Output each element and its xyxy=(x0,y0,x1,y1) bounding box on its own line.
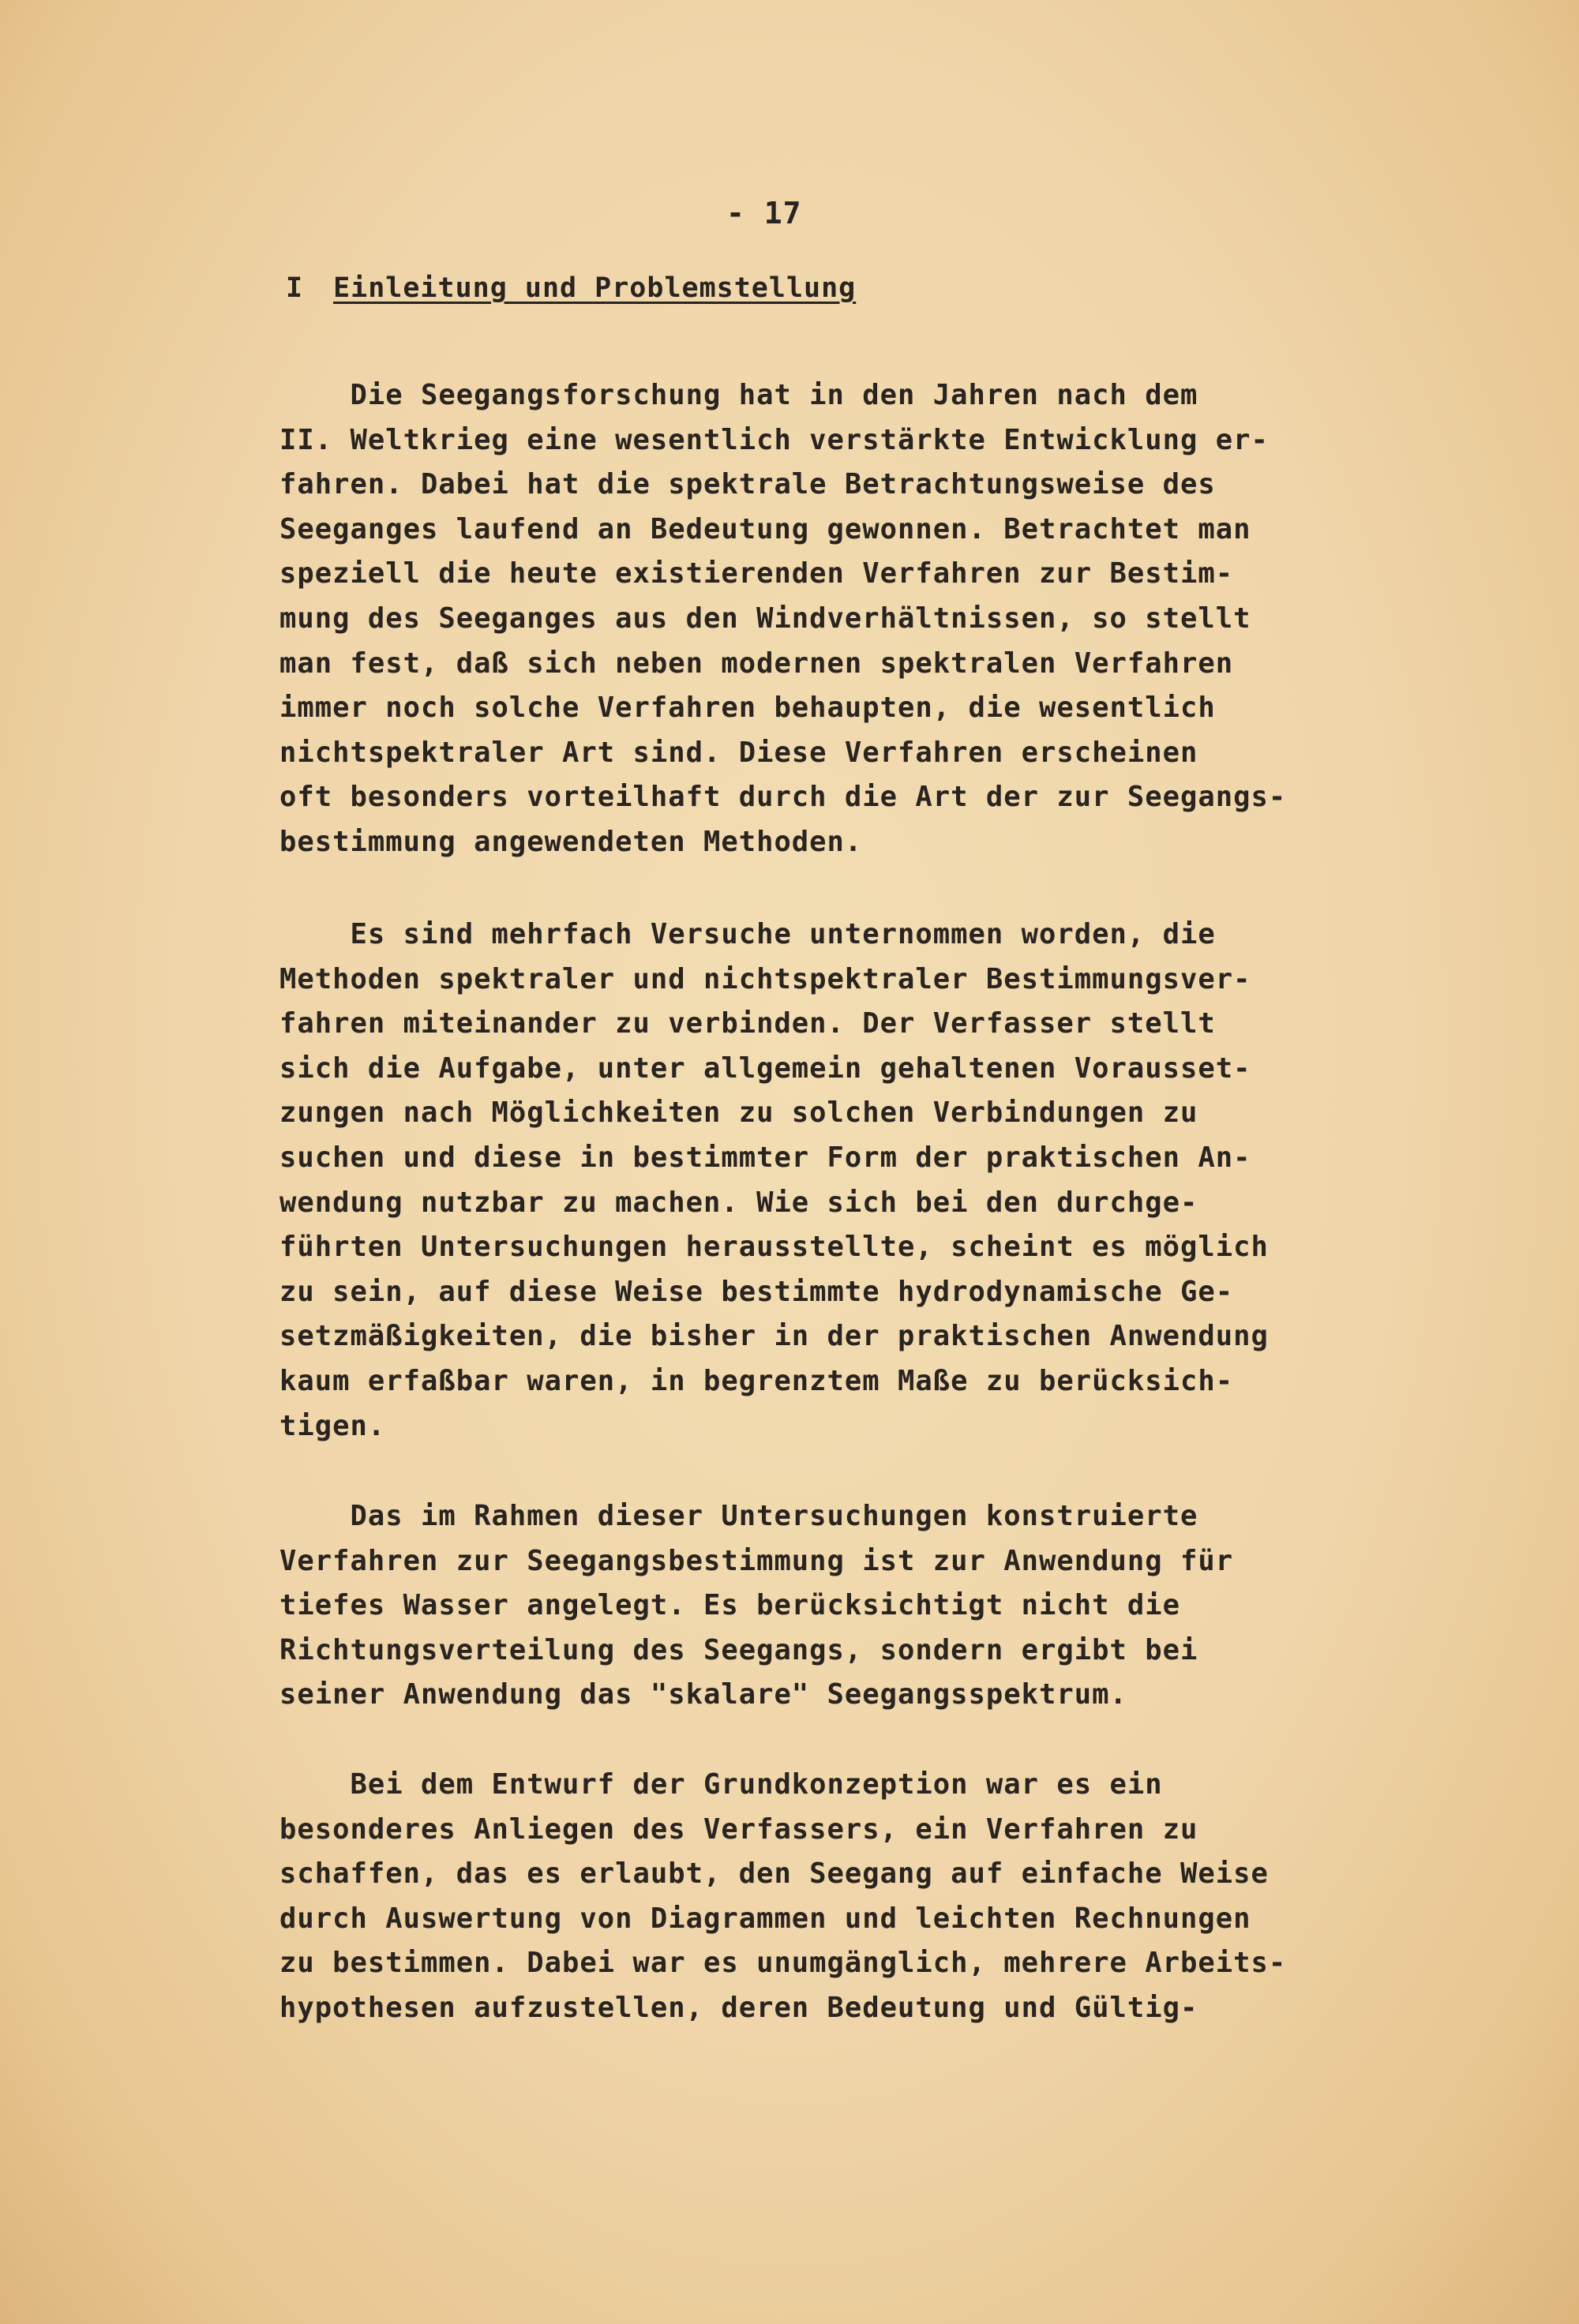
text-line: Richtungsverteilung des Seegangs, sondern ergibt bei xyxy=(279,1633,1198,1666)
text-line: mung des Seeganges aus den Windverhältnissen, so stellt xyxy=(279,602,1251,635)
text-line: speziell die heute existierenden Verfahren zur Bestim- xyxy=(279,557,1234,590)
text-line: Verfahren zur Seegangsbestimmung ist zur Anwendung für xyxy=(279,1544,1234,1577)
page-number: - 17 xyxy=(726,196,802,231)
text-line: Es sind mehrfach Versuche unternommen worden, die xyxy=(279,918,1216,950)
text-line: fahren. Dabei hat die spektrale Betrachtungsweise des xyxy=(279,468,1216,501)
text-line: führten Untersuchungen herausstellte, scheint es möglich xyxy=(279,1231,1269,1264)
text-line: wendung nutzbar zu machen. Wie sich bei den durchge- xyxy=(279,1186,1198,1219)
text-line: tigen. xyxy=(279,1409,386,1442)
text-line: Seeganges laufend an Bedeutung gewonnen. Betrachtet man xyxy=(279,512,1251,545)
paragraph-1 xyxy=(279,373,1353,865)
text-line: oft besonders vorteilhaft durch die Art der zur Seegangs- xyxy=(279,781,1287,814)
paragraph-3 xyxy=(279,1494,1353,1718)
text-line: immer noch solche Verfahren behaupten, die wesentlich xyxy=(279,692,1216,725)
section-heading xyxy=(286,268,856,308)
text-line: setzmäßigkeiten, die bisher in der praktischen Anwendung xyxy=(279,1320,1269,1353)
text-line: Die Seegangsforschung hat in den Jahren nach dem xyxy=(279,379,1198,411)
text-line: zungen nach Möglichkeiten zu solchen Verbindungen zu xyxy=(279,1096,1198,1130)
text-line: zu sein, auf diese Weise bestimmte hydrodynamische Ge- xyxy=(279,1275,1234,1308)
text-line: zu bestimmen. Dabei war es unumgänglich, mehrere Arbeits- xyxy=(279,1947,1287,1980)
text-line: tiefes Wasser angelegt. Es berücksichtigt nicht die xyxy=(279,1589,1181,1622)
text-line: besonderes Anliegen des Verfassers, ein Verfahren zu xyxy=(279,1812,1198,1846)
text-line: hypothesen aufzustellen, deren Bedeutung und Gültig- xyxy=(279,1991,1198,2024)
text-line: sich die Aufgabe, unter allgemein gehaltenen Vorausset- xyxy=(279,1051,1251,1085)
paragraph-4 xyxy=(279,1763,1353,2031)
text-line: Methoden spektraler und nichtspektraler Bestimmungsver- xyxy=(279,962,1251,995)
text-line: suchen und diese in bestimmter Form der praktischen An- xyxy=(279,1141,1251,1174)
text-line: seiner Anwendung das "skalare" Seegangsspektrum. xyxy=(279,1678,1127,1711)
text-line: kaum erfaßbar waren, in begrenztem Maße zu berücksich- xyxy=(279,1364,1234,1397)
text-line: durch Auswertung von Diagrammen und leichten Rechnungen xyxy=(279,1902,1251,1935)
text-line: man fest, daß sich neben modernen spektralen Verfahren xyxy=(279,647,1234,680)
text-line: bestimmung angewendeten Methoden. xyxy=(279,825,863,858)
text-line: II. Weltkrieg eine wesentlich verstärkte Entwicklung er- xyxy=(279,423,1269,456)
section-title: Einleitung und Problemstellung xyxy=(333,272,857,304)
text-line: Das im Rahmen dieser Untersuchungen konstruierte xyxy=(279,1500,1198,1532)
paragraph-2 xyxy=(279,913,1353,1449)
text-line: Bei dem Entwurf der Grundkonzeption war es ein xyxy=(279,1768,1163,1801)
text-line: schaffen, das es erlaubt, den Seegang auf einfache Weise xyxy=(279,1857,1269,1891)
text-line: nichtspektraler Art sind. Diese Verfahren erscheinen xyxy=(279,736,1198,769)
section-number: I xyxy=(286,272,304,304)
text-line: fahren miteinander zu verbinden. Der Verfasser stellt xyxy=(279,1007,1216,1040)
